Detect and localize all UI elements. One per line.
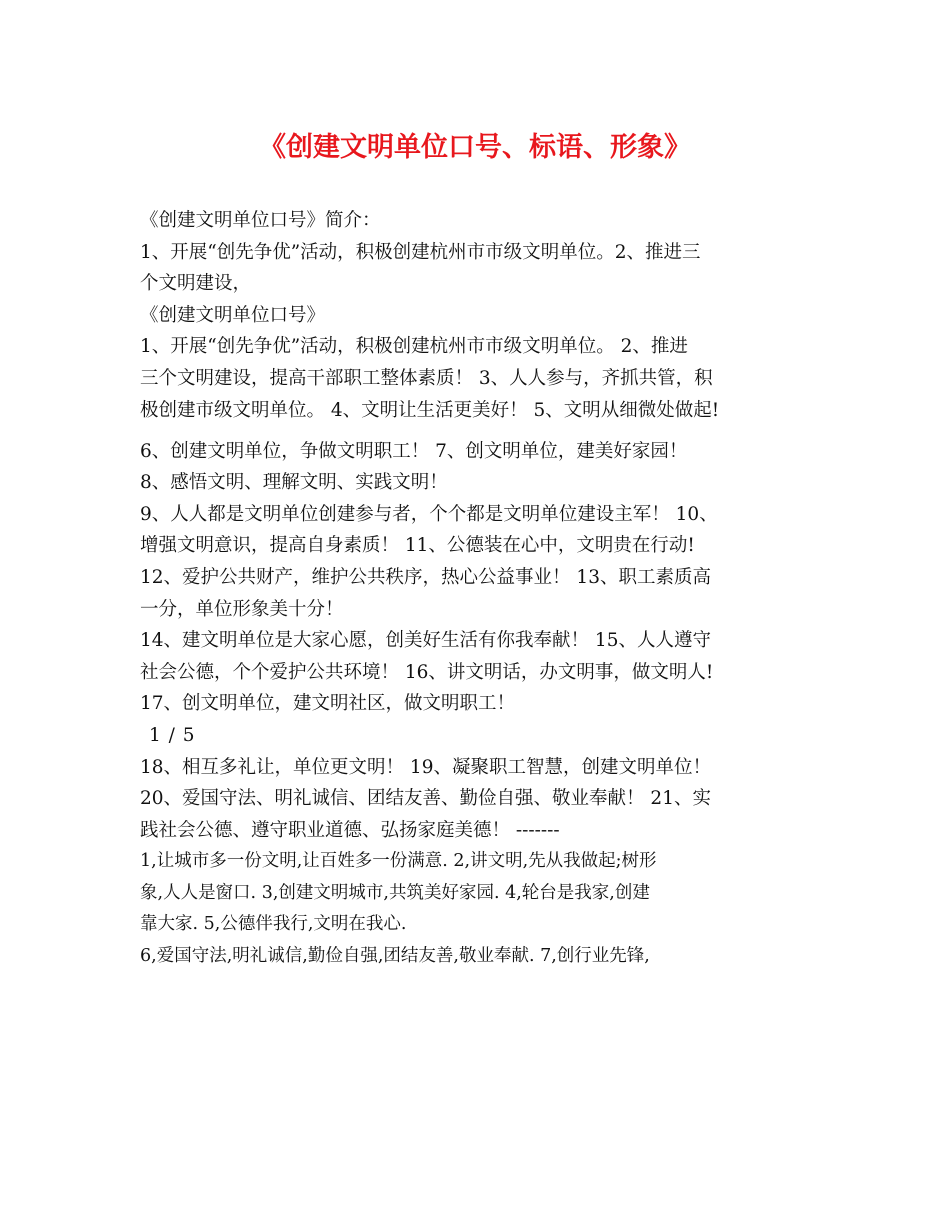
text-line: 6、创建文明单位，争做文明职工！ 7、创文明单位，建美好家园！ [140, 440, 688, 462]
text-line: 践社会公德、遵守职业道德、弘扬家庭美德！ ------- [140, 819, 560, 841]
page-number: 1 / 5 [149, 724, 196, 746]
text-line: 8、感悟文明、理解文明、实践文明！ [140, 472, 448, 494]
text-line: 1,让城市多一份文明,让百姓多一份满意. 2,讲文明,先从我做起;树形 [140, 851, 657, 872]
text-line: 17、创文明单位，建文明社区，做文明职工！ [140, 693, 516, 715]
document-title: 《创建文明单位口号、标语、形象》 [259, 132, 691, 163]
text-line: 1、开展“创先争优”活动，积极创建杭州市市级文明单位。2、推进三 [140, 241, 701, 263]
text-line: 增强文明意识，提高自身素质！ 11、公德装在心中，文明贵在行动! [140, 535, 695, 557]
text-line: 社会公德，个个爱护公共环境！ 16、讲文明话，办文明事，做文明人! [140, 661, 714, 683]
section-heading: 《创建文明单位口号》 [140, 304, 326, 326]
text-line: 个文明建设， [140, 273, 252, 295]
text-line: 18、相互多礼让，单位更文明！ 19、凝聚职工智慧，创建文明单位！ [140, 756, 711, 778]
text-line: 6,爱国守法,明礼诚信,勤俭自强,团结友善,敬业奉献. 7,创行业先锋, [140, 946, 650, 967]
text-line: 一分，单位形象美十分！ [140, 598, 344, 620]
text-line: 靠大家. 5,公德伴我行,文明在我心. [140, 914, 407, 935]
text-line: 1、开展“创先争优”活动，积极创建杭州市市级文明单位。 2、推进 [140, 336, 688, 358]
intro-heading: 《创建文明单位口号》简介： [140, 210, 381, 231]
text-line: 三个文明建设，提高干部职工整体素质！ 3、人人参与，齐抓共管，积 [140, 367, 713, 389]
text-line: 14、建文明单位是大家心愿，创美好生活有你我奉献！ 15、人人遵守 [140, 630, 711, 652]
text-line: 极创建市级文明单位。 4、文明让生活更美好！ 5、文明从细微处做起! [140, 399, 720, 421]
text-line: 象,人人是窗口. 3,创建文明城市,共筑美好家园. 4,轮台是我家,创建 [140, 882, 650, 903]
text-line: 9、人人都是文明单位创建参与者，个个都是文明单位建设主军！ 10、 [140, 503, 718, 525]
text-line: 20、爱国守法、明礼诚信、团结友善、勤俭自强、敬业奉献！ 21、实 [140, 788, 711, 810]
document-body [140, 205, 840, 973]
text-line: 12、爱护公共财产，维护公共秩序，热心公益事业！ 13、职工素质高 [140, 566, 711, 588]
